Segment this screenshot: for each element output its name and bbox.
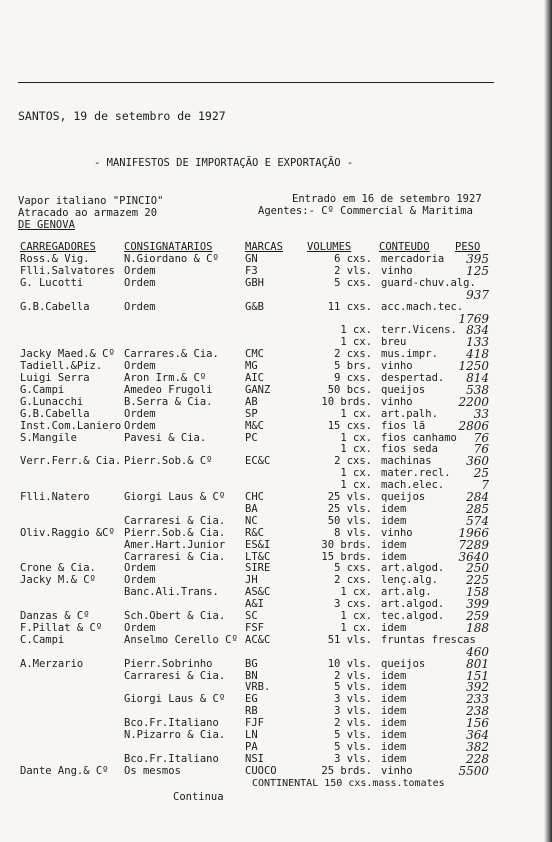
cell-peso: 574 (466, 514, 489, 528)
cell-volumes: 10 vls. (327, 658, 372, 670)
cell-conteudo: idem (381, 503, 407, 515)
cell-conteudo: art.algod. (381, 598, 445, 610)
cell-conteudo: fruntas frescas (381, 634, 476, 646)
cell-volumes: 25 vls. (327, 491, 372, 503)
cell-peso: 2200 (458, 395, 489, 409)
cell-marca: BG (245, 658, 258, 670)
cell-consignatario: Sch.Obert & Cia. (124, 610, 226, 622)
cell-peso: 25 (473, 466, 489, 480)
cell-peso: 133 (466, 335, 489, 349)
cell-consignatario: Amer.Hart.Junior (124, 539, 226, 551)
cell-conteudo: vinho (381, 265, 413, 277)
cell-carregador: Flli.Salvatores (20, 265, 115, 277)
column-header-marcas: MARCAS (245, 241, 283, 253)
cell-peso: 3640 (458, 550, 489, 564)
cell-conteudo: mercadoria (381, 253, 445, 265)
cell-volumes: 6 cxs. (334, 253, 372, 265)
cell-marca: VRB. (245, 681, 271, 693)
cell-marca: PC (245, 432, 258, 444)
cell-volumes: 1 cx. (340, 479, 372, 491)
cell-volumes: 5 brs. (334, 360, 372, 372)
cell-conteudo: idem (381, 681, 407, 693)
cell-peso: 259 (466, 609, 489, 623)
cell-carregador: Jacky M.& Cº (20, 574, 96, 586)
cell-carregador: A.Merzario (20, 658, 84, 670)
cell-peso: 76 (473, 442, 489, 456)
cell-peso: 382 (466, 740, 489, 754)
cell-carregador: S.Mangile (20, 432, 77, 444)
cell-marca: FJF (245, 717, 264, 729)
cell-peso: 125 (466, 264, 489, 278)
scan-edge (544, 0, 552, 842)
cell-conteudo: idem (381, 717, 407, 729)
cell-marca: M&C (245, 420, 264, 432)
cell-marca: R&C (245, 527, 264, 539)
cell-conteudo: breu (381, 336, 407, 348)
column-header-volumes: VOLUMES (307, 241, 352, 253)
cell-peso: 233 (466, 692, 489, 706)
cell-consignatario: Ordem (124, 277, 156, 289)
cell-peso: 151 (466, 669, 489, 683)
cell-consignatario: B.Serra & Cia. (124, 396, 213, 408)
cell-volumes: 1 cx. (340, 336, 372, 348)
cell-consignatario: Ordem (124, 408, 156, 420)
cell-marca: BN (245, 670, 258, 682)
cell-volumes: 11 cxs. (327, 301, 372, 313)
cell-carregador: Luigi Serra (20, 372, 90, 384)
cell-conteudo: queijos (381, 384, 426, 396)
cell-marca: GBH (245, 277, 264, 289)
cell-consignatario: Giorgi Laus & Cº (124, 693, 226, 705)
continued-note: Continua (173, 791, 224, 803)
cell-marca: NC (245, 515, 258, 527)
cell-carregador: Oliv.Raggio &Cº (20, 527, 115, 539)
origin-port: DE GENOVA (18, 219, 75, 231)
cell-conteudo: acc.mach.tec. (381, 301, 464, 313)
cell-volumes: 25 vls. (327, 503, 372, 515)
cell-peso: 801 (466, 657, 489, 671)
cell-conteudo: vinho (381, 765, 413, 777)
cell-carregador: Crone & Cia. (20, 562, 96, 574)
cell-consignatario: Pavesi & Cia. (124, 432, 207, 444)
cell-conteudo: despertad. (381, 372, 445, 384)
cell-peso: 814 (466, 371, 489, 385)
cell-consignatario: Ordem (124, 301, 156, 313)
cell-conteudo: terr.Vicens. (381, 324, 457, 336)
cell-volumes: 2 vls. (334, 265, 372, 277)
cell-conteudo: idem (381, 670, 407, 682)
cell-peso: 5500 (458, 764, 489, 778)
column-header-peso: PESO (455, 241, 481, 253)
cell-conteudo: guard-chuv.alg. (381, 277, 476, 289)
cell-marca: AS&C (245, 586, 271, 598)
cell-peso: 188 (466, 621, 489, 635)
cell-carregador: Dante Ang.& Cº (20, 765, 109, 777)
cell-consignatario: Carraresi & Cia. (124, 670, 226, 682)
cell-marca: A&I (245, 598, 264, 610)
cell-volumes: 1 cx. (340, 432, 372, 444)
cell-conteudo: vinho (381, 396, 413, 408)
cell-marca: F3 (245, 265, 258, 277)
cell-consignatario: Ordem (124, 574, 156, 586)
cell-volumes: 5 cxs. (334, 562, 372, 574)
cell-conteudo: idem (381, 753, 407, 765)
cell-conteudo: idem (381, 551, 407, 563)
cell-volumes: 8 vls. (334, 527, 372, 539)
cell-consignatario: Amedeo Frugoli (124, 384, 213, 396)
vessel-name: Vapor italiano "PINCIO" (18, 195, 164, 207)
cell-marca: CHC (245, 491, 264, 503)
cell-consignatario: Banc.Ali.Trans. (124, 586, 219, 598)
cell-peso: 2806 (458, 419, 489, 433)
cell-carregador: Danzas & Cº (20, 610, 90, 622)
cell-marca: AB (245, 396, 258, 408)
cell-volumes: 2 cxs. (334, 574, 372, 586)
cell-volumes: 1 cx. (340, 408, 372, 420)
cell-consignatario: Ordem (124, 420, 156, 432)
cell-conteudo: queijos (381, 491, 426, 503)
cell-conteudo: idem (381, 705, 407, 717)
cell-peso: 76 (473, 431, 489, 445)
cell-carregador: G.B.Cabella (20, 408, 90, 420)
cell-conteudo: art.algod. (381, 562, 445, 574)
agents: Agentes:- Cº Commercial & Maritima (258, 205, 473, 217)
cell-conteudo: lenç.alg. (381, 574, 438, 586)
extra-cargo-line: CONTINENTAL 150 cxs.mass.tomates (252, 778, 445, 789)
cell-conteudo: idem (381, 693, 407, 705)
cell-marca: CUOCO (245, 765, 277, 777)
cell-peso: 225 (466, 573, 489, 587)
cell-peso: 834 (466, 323, 489, 337)
cell-peso: 538 (466, 383, 489, 397)
cell-marca: EC&C (245, 455, 271, 467)
cell-peso: 399 (466, 597, 489, 611)
cell-volumes: 9 cxs. (334, 372, 372, 384)
cell-conteudo: idem (381, 729, 407, 741)
cell-consignatario: Pierr.Sobrinho (124, 658, 213, 670)
cell-conteudo: idem (381, 539, 407, 551)
cell-peso: 364 (466, 728, 489, 742)
cell-marca: CMC (245, 348, 264, 360)
cell-volumes: 30 brds. (321, 539, 372, 551)
cell-peso: 7289 (458, 538, 489, 552)
cell-marca: ES&I (245, 539, 271, 551)
cell-peso: 1966 (458, 526, 489, 540)
cell-conteudo: machinas (381, 455, 432, 467)
cell-consignatario: Pierr.Sob.& Cº (124, 455, 213, 467)
berth: Atracado ao armazem 20 (18, 207, 158, 219)
cell-volumes: 1 cx. (340, 467, 372, 479)
cell-marca: NSI (245, 753, 264, 765)
cell-peso: 392 (466, 680, 489, 694)
cell-peso: 156 (466, 716, 489, 730)
cell-peso: 1250 (458, 359, 489, 373)
cell-volumes: 1 cx. (340, 324, 372, 336)
cell-marca: LT&C (245, 551, 271, 563)
cell-volumes: 1 cx. (340, 610, 372, 622)
document-title: - MANIFESTOS DE IMPORTAÇÃO E EXPORTAÇÃO - (94, 157, 354, 169)
cell-volumes: 1 cx. (340, 586, 372, 598)
cell-conteudo: idem (381, 515, 407, 527)
column-header-conteudo: CONTEUDO (379, 241, 430, 253)
cell-carregador: F.Pillat & Cº (20, 622, 103, 634)
column-header-consignatarios: CONSIGNATARIOS (124, 241, 213, 253)
cell-carregador: Ross.& Vig. (20, 253, 90, 265)
cell-carregador: G.Campi (20, 384, 65, 396)
cell-marca: RB (245, 705, 258, 717)
cell-peso: 250 (466, 561, 489, 575)
top-rule (18, 82, 494, 83)
cell-marca: SC (245, 610, 258, 622)
dateline: SANTOS, 19 de setembro de 1927 (18, 109, 226, 123)
cell-peso: 284 (466, 490, 489, 504)
cell-volumes: 15 cxs. (327, 420, 372, 432)
cell-volumes: 3 cxs. (334, 598, 372, 610)
column-header-carregadores: CARREGADORES (20, 241, 96, 253)
cell-marca: PA (245, 741, 258, 753)
cell-conteudo: tec.algod. (381, 610, 445, 622)
cell-volumes: 2 cxs. (334, 455, 372, 467)
cell-conteudo: mus.impr. (381, 348, 438, 360)
cell-marca: FSF (245, 622, 264, 634)
cell-volumes: 5 cxs. (334, 277, 372, 289)
cell-marca: AIC (245, 372, 264, 384)
cell-consignatario: Giorgi Laus & Cº (124, 491, 226, 503)
cell-volumes: 2 cxs. (334, 348, 372, 360)
cell-carregador: G.B.Cabella (20, 301, 90, 313)
cell-consignatario: Carraresi & Cia. (124, 551, 226, 563)
cell-conteudo: mach.elec. (381, 479, 445, 491)
cell-peso: 418 (466, 347, 489, 361)
cell-marca: EG (245, 693, 258, 705)
cell-carregador: Flli.Natero (20, 491, 90, 503)
cell-peso: 7 (481, 478, 489, 492)
cell-marca: SIRE (245, 562, 271, 574)
cell-volumes: 3 vls. (334, 693, 372, 705)
cell-marca: GN (245, 253, 258, 265)
cell-volumes: 10 brds. (321, 396, 372, 408)
cell-marca: GANZ (245, 384, 271, 396)
cell-volumes: 51 vls. (327, 634, 372, 646)
cell-conteudo: vinho (381, 360, 413, 372)
cell-consignatario: Carraresi & Cia. (124, 515, 226, 527)
cell-volumes: 50 bcs. (327, 384, 372, 396)
cell-consignatario: Ordem (124, 562, 156, 574)
cell-conteudo: idem (381, 741, 407, 753)
arrival-date: Entrado em 16 de setembro 1927 (292, 193, 482, 205)
cell-carregador: Inst.Com.Laniero (20, 420, 122, 432)
cell-peso: 395 (466, 252, 489, 266)
cell-peso: 285 (466, 502, 489, 516)
cell-marca: MG (245, 360, 258, 372)
cell-conteudo: fios lã (381, 420, 426, 432)
cell-peso: 937 (466, 288, 489, 302)
cell-marca: SP (245, 408, 258, 420)
cell-conteudo: queijos (381, 658, 426, 670)
cell-volumes: 2 vls. (334, 717, 372, 729)
cell-carregador: Tadiell.&Piz. (20, 360, 103, 372)
cell-volumes: 1 cx. (340, 443, 372, 455)
cell-volumes: 5 vls. (334, 729, 372, 741)
cell-volumes: 15 brds. (321, 551, 372, 563)
cell-peso: 33 (473, 407, 489, 421)
cell-volumes: 3 vls. (334, 753, 372, 765)
cell-conteudo: fios seda (381, 443, 438, 455)
cell-volumes: 25 brds. (321, 765, 372, 777)
cell-conteudo: art.palh. (381, 408, 438, 420)
cell-consignatario: Os mesmos (124, 765, 181, 777)
cell-consignatario: Anselmo Cerello Cº (124, 634, 238, 646)
cell-consignatario: N.Pizarro & Cia. (124, 729, 226, 741)
cell-consignatario: Ordem (124, 622, 156, 634)
cell-peso: 460 (466, 645, 489, 659)
cell-carregador: C.Campi (20, 634, 65, 646)
cell-volumes: 5 vls. (334, 681, 372, 693)
cell-consignatario: Ordem (124, 265, 156, 277)
cell-volumes: 3 vls. (334, 705, 372, 717)
cell-volumes: 1 cx. (340, 622, 372, 634)
cell-carregador: G.Lunacchi (20, 396, 84, 408)
cell-conteudo: vinho (381, 527, 413, 539)
cell-peso: 238 (466, 704, 489, 718)
cell-carregador: Verr.Ferr.& Cia. (20, 455, 122, 467)
cell-conteudo: mater.recl. (381, 467, 451, 479)
cell-peso: 1769 (458, 312, 489, 326)
cell-peso: 228 (466, 752, 489, 766)
cell-volumes: 5 vls. (334, 741, 372, 753)
cell-consignatario: Carrares.& Cia. (124, 348, 219, 360)
cell-peso: 158 (466, 585, 489, 599)
cell-consignatario: Bco.Fr.Italiano (124, 753, 219, 765)
cell-peso: 360 (466, 454, 489, 468)
cell-volumes: 2 vls. (334, 670, 372, 682)
cell-marca: AC&C (245, 634, 271, 646)
cell-carregador: G. Lucotti (20, 277, 84, 289)
cell-consignatario: N.Giordano & Cº (124, 253, 219, 265)
cell-consignatario: Aron Irm.& Cº (124, 372, 207, 384)
cell-conteudo: fios canhamo (381, 432, 457, 444)
cell-conteudo: art.alg. (381, 586, 432, 598)
cell-carregador: Jacky Maed.& Cº (20, 348, 115, 360)
cell-consignatario: Ordem (124, 360, 156, 372)
cell-volumes: 50 vls. (327, 515, 372, 527)
cell-consignatario: Bco.Fr.Italiano (124, 717, 219, 729)
cell-consignatario: Pierr.Sob.& Cia. (124, 527, 226, 539)
cell-conteudo: idem (381, 622, 407, 634)
cell-marca: BA (245, 503, 258, 515)
cell-marca: G&B (245, 301, 264, 313)
cell-marca: LN (245, 729, 258, 741)
cell-marca: JH (245, 574, 258, 586)
